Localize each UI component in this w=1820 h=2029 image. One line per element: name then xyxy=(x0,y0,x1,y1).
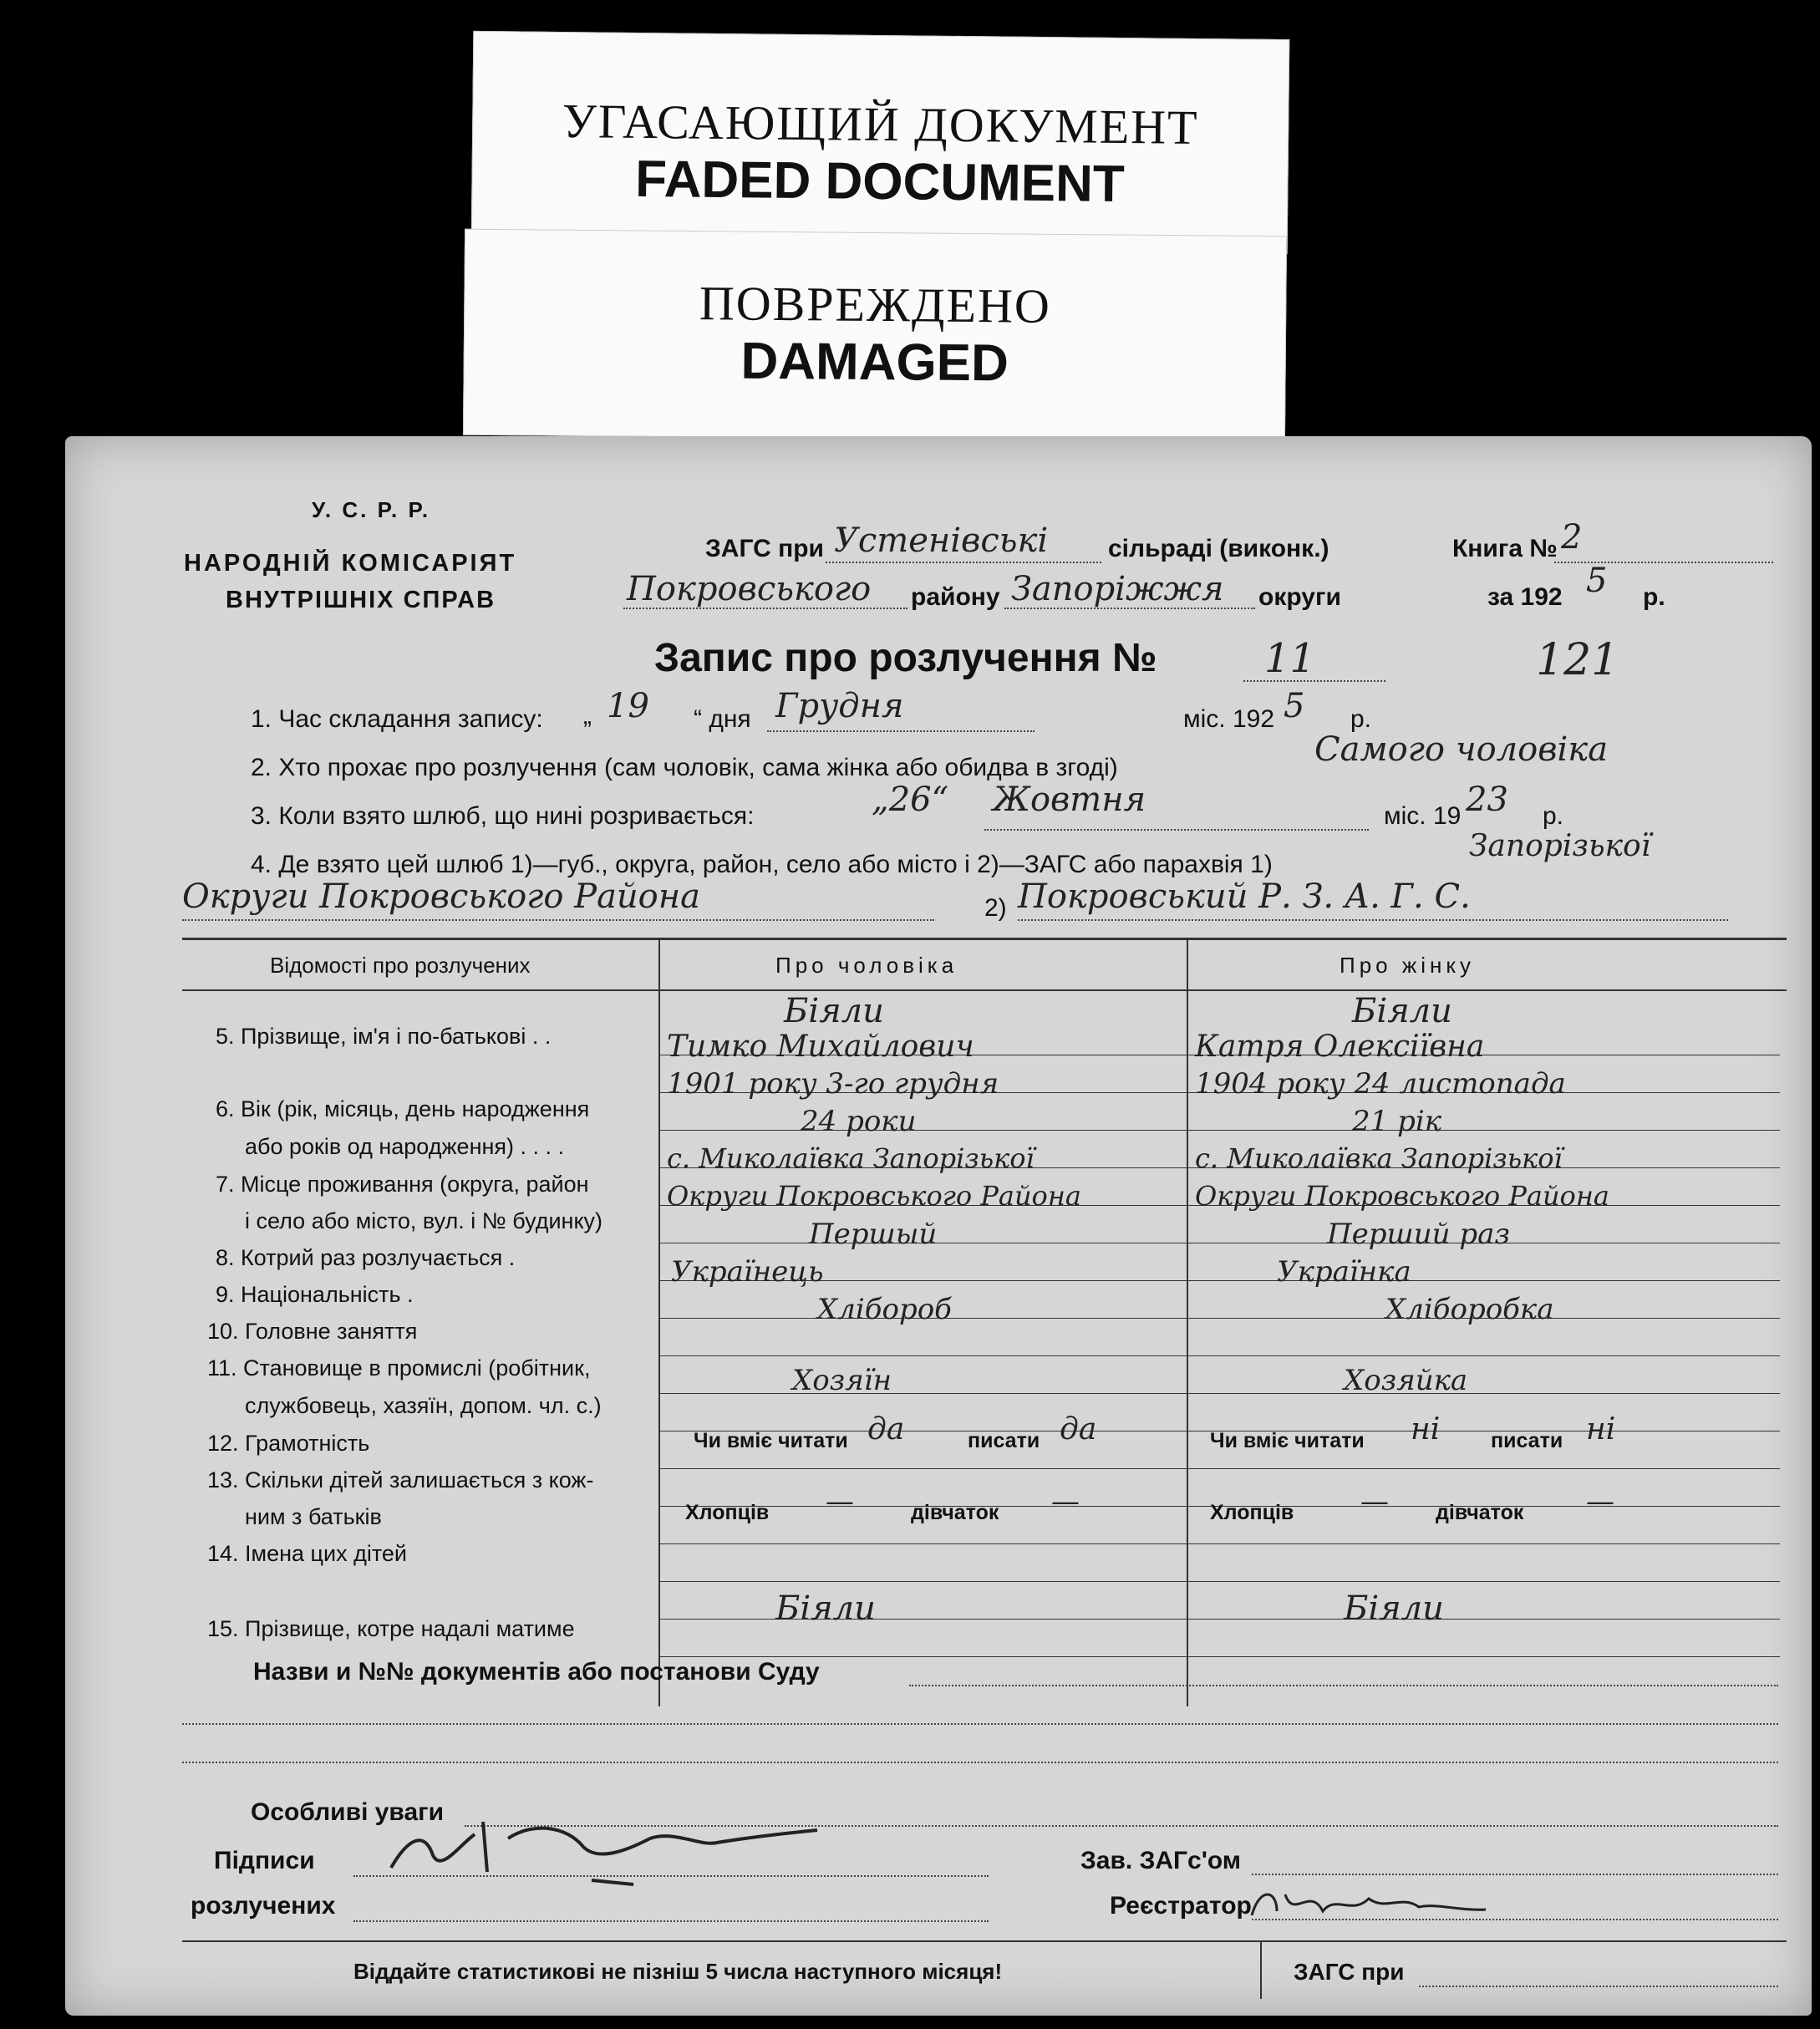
wife-boys: — xyxy=(1360,1485,1389,1518)
husband-name: Тимко Михайлович xyxy=(667,1030,974,1064)
row-13-label: 13. Скільки дітей залишається з кож- xyxy=(207,1467,594,1493)
signatures-line-2 xyxy=(353,1920,989,1922)
statistics-note: Віддайте статистикові не пізніш 5 числа наступного місяця! xyxy=(353,1959,1003,1984)
q4-value-2: Покровський Р. З. А. Г. С. xyxy=(1018,877,1471,916)
row-6b-label: або років од народження) . . . . xyxy=(245,1134,565,1159)
title-number: 11 xyxy=(1264,635,1316,682)
wife-name: Катря Олексіївна xyxy=(1195,1030,1485,1064)
q4-2-label: 2) xyxy=(984,894,1007,922)
commissariat-line-1: НАРОДНІЙ КОМІСАРІЯТ xyxy=(184,550,517,577)
q1-day: 19 xyxy=(607,687,649,725)
rule-i xyxy=(660,1355,1780,1356)
signatures-label-1: Підписи xyxy=(214,1847,315,1874)
q4-label: 4. Де взято цей шлюб 1)—губ., округа, район, село або місто і 2)—ЗАГС або парахвія 1) xyxy=(251,851,1273,878)
q1-year: 5 xyxy=(1284,687,1305,725)
year-suffix: р. xyxy=(1643,583,1665,611)
damaged-card xyxy=(463,229,1287,443)
wife-future-surname: Біяли xyxy=(1344,1589,1444,1628)
husband-boys: — xyxy=(826,1485,854,1518)
documents-line-1 xyxy=(909,1685,1778,1686)
husband-nationality: Українець xyxy=(671,1255,824,1289)
divorcee-signature xyxy=(383,1788,851,1905)
zags-pry-line xyxy=(826,562,1101,563)
wife-read-label: Чи вміє читати xyxy=(1210,1429,1365,1452)
record-title: Запис про розлучення № xyxy=(654,636,1157,680)
rule-o xyxy=(660,1581,1780,1582)
knyha-value: 2 xyxy=(1561,518,1583,557)
wife-boys-label: Хлопців xyxy=(1210,1501,1294,1524)
q1-mis: міс. 192 xyxy=(1183,705,1275,733)
okruha-value: Запоріжжя xyxy=(1011,570,1224,608)
head-line xyxy=(1252,1874,1778,1875)
head-label: Зав. ЗАГс'ом xyxy=(1080,1847,1241,1874)
husband-times: Першый xyxy=(809,1218,938,1251)
row-7b-label: і село або місто, вул. і № будинку) xyxy=(245,1208,603,1233)
registrar-label: Реєстратор xyxy=(1110,1892,1252,1920)
wife-nationality: Українка xyxy=(1277,1255,1411,1289)
wife-residence-2: Округи Покровського Района xyxy=(1195,1180,1609,1212)
wife-write: ні xyxy=(1586,1412,1616,1447)
signatures-label-2: розлучених xyxy=(191,1892,336,1920)
husband-occupation: Хлібороб xyxy=(817,1293,952,1326)
q1-r: р. xyxy=(1350,705,1372,733)
zags-pry-label: ЗАГС при xyxy=(705,535,824,562)
row-9-label: 9. Національність . xyxy=(216,1282,414,1307)
col-info-header: Відомості про розлучених xyxy=(270,953,531,978)
za-year-label: за 192 xyxy=(1487,583,1563,611)
rule-g xyxy=(660,1280,1780,1281)
husband-residence-1: с. Миколаївка Запорізької xyxy=(667,1142,1035,1174)
wife-occupation: Хліборобка xyxy=(1385,1293,1554,1326)
damaged-label-en: DAMAGED xyxy=(740,332,1009,393)
wife-age: 21 рік xyxy=(1352,1105,1442,1138)
wife-girls-label: дівчаток xyxy=(1436,1501,1524,1524)
wife-residence-1: с. Миколаївка Запорізької xyxy=(1195,1142,1563,1174)
zags-bottom-line xyxy=(1419,1986,1778,1987)
bottom-strip-rule xyxy=(182,1940,1787,1942)
q1-quote-close: “ дня xyxy=(694,705,751,733)
q3-label: 3. Коли взято шлюб, що нині розривається: xyxy=(251,802,755,830)
q1-quote-open: „ xyxy=(583,702,592,730)
husband-boys-label: Хлопців xyxy=(685,1501,770,1524)
row-11b-label: службовець, хазяїн, допом. чл. с.) xyxy=(245,1393,602,1418)
documents-label: Назви и №№ документів або постанови Суду xyxy=(253,1658,820,1686)
q3-r: р. xyxy=(1543,802,1564,830)
q3-day: „26“ xyxy=(872,781,949,819)
row-8-label: 8. Котрий раз розлучається . xyxy=(216,1245,516,1270)
form-paper xyxy=(65,436,1812,2016)
table-top-rule xyxy=(182,938,1787,940)
silradi-label: сільраді (виконк.) xyxy=(1108,535,1329,562)
q3-month: Жовтня xyxy=(993,781,1146,819)
row-13b-label: ним з батьків xyxy=(245,1504,382,1529)
wife-write-label: писати xyxy=(1491,1429,1563,1452)
okruhy-label: округи xyxy=(1258,583,1341,611)
q2-value: Самого чоловіка xyxy=(1314,730,1609,769)
wife-times: Перший раз xyxy=(1327,1218,1510,1251)
table-header-rule xyxy=(182,989,1787,991)
row-10-label: 10. Головне заняття xyxy=(207,1319,418,1344)
bottom-strip-divider xyxy=(1260,1940,1262,1999)
husband-future-surname: Біяли xyxy=(775,1589,876,1628)
wife-position: Хозяйка xyxy=(1344,1364,1468,1397)
table-divider-1 xyxy=(658,938,660,1706)
q3-mis: міс. 19 xyxy=(1384,802,1462,830)
q3-year: 23 xyxy=(1466,781,1508,819)
faded-document-card xyxy=(471,31,1290,254)
q4-line-2 xyxy=(1018,919,1728,921)
row-5-label: 5. Прізвище, ім'я і по-батькові . . xyxy=(216,1024,552,1049)
husband-residence-2: Округи Покровського Района xyxy=(667,1180,1081,1212)
husband-age: 24 роки xyxy=(801,1105,917,1138)
husband-surname: Біяли xyxy=(784,992,884,1030)
q2-label: 2. Хто прохає про розлучення (сам чоловік, сама жінка або обидва в згоді) xyxy=(251,754,1118,781)
husband-write-label: писати xyxy=(968,1429,1040,1452)
documents-line-3 xyxy=(182,1762,1778,1763)
row-6-label: 6. Вік (рік, місяць, день народження xyxy=(216,1096,590,1121)
q4-line-1 xyxy=(182,919,934,921)
commissariat-line-2: ВНУТРІШНІХ СПРАВ xyxy=(226,587,496,613)
faded-label-en: FADED DOCUMENT xyxy=(634,150,1126,214)
rule-l xyxy=(660,1468,1780,1469)
rule-q xyxy=(660,1656,1780,1657)
wife-birth: 1904 року 24 листопада xyxy=(1195,1067,1566,1101)
q4-value-1b: Округи Покровського Района xyxy=(182,877,700,916)
husband-girls-label: дівчаток xyxy=(911,1501,999,1524)
row-7-label: 7. Місце проживання (округа, район xyxy=(216,1172,589,1197)
q4-value-1a: Запорізької xyxy=(1469,829,1651,863)
rayonu-label: району xyxy=(911,583,1000,611)
year-value: 5 xyxy=(1586,562,1608,600)
col-husband-header: Про чоловіка xyxy=(775,953,958,978)
side-number: 121 xyxy=(1536,635,1619,685)
husband-girls: — xyxy=(1051,1485,1080,1518)
special-label: Особливі уваги xyxy=(251,1798,445,1826)
husband-read-label: Чи вміє читати xyxy=(694,1429,848,1452)
col-wife-header: Про жінку xyxy=(1340,953,1476,978)
zags-bottom-label: ЗАГС при xyxy=(1294,1959,1405,1985)
husband-read: да xyxy=(867,1412,905,1447)
q1-label: 1. Час складання запису: xyxy=(251,705,543,733)
documents-line-2 xyxy=(182,1723,1778,1725)
registrar-signature xyxy=(1243,1878,1494,1928)
row-15-label: 15. Прізвище, котре надалі матиме xyxy=(207,1616,575,1641)
damaged-label-ua: ПОВРЕЖДЕНО xyxy=(699,276,1052,333)
row-11-label: 11. Становище в промислі (робітник, xyxy=(207,1355,591,1381)
q1-month: Грудня xyxy=(775,687,904,725)
rayon-value: Покровського xyxy=(627,570,872,608)
q1-month-line xyxy=(767,730,1035,732)
husband-birth: 1901 року 3-го грудня xyxy=(667,1067,999,1101)
q3-month-line xyxy=(984,829,1369,831)
faded-label-ru: УГАСАЮЩИЙ ДОКУМЕНТ xyxy=(562,94,1199,155)
usrr-label: У. С. Р. Р. xyxy=(312,497,431,522)
rule-n xyxy=(660,1543,1780,1544)
zags-pry-value: Устенівські xyxy=(834,521,1049,560)
husband-write: да xyxy=(1060,1412,1097,1447)
row-14-label: 14. Імена цих дітей xyxy=(207,1541,408,1566)
wife-read: ні xyxy=(1411,1412,1441,1447)
knyha-label: Книга № xyxy=(1452,535,1558,562)
table-divider-2 xyxy=(1187,938,1188,1706)
wife-surname: Біяли xyxy=(1352,992,1452,1030)
row-12-label: 12. Грамотність xyxy=(207,1431,370,1456)
wife-girls: — xyxy=(1586,1485,1614,1518)
husband-position: Хозяїн xyxy=(792,1364,892,1397)
